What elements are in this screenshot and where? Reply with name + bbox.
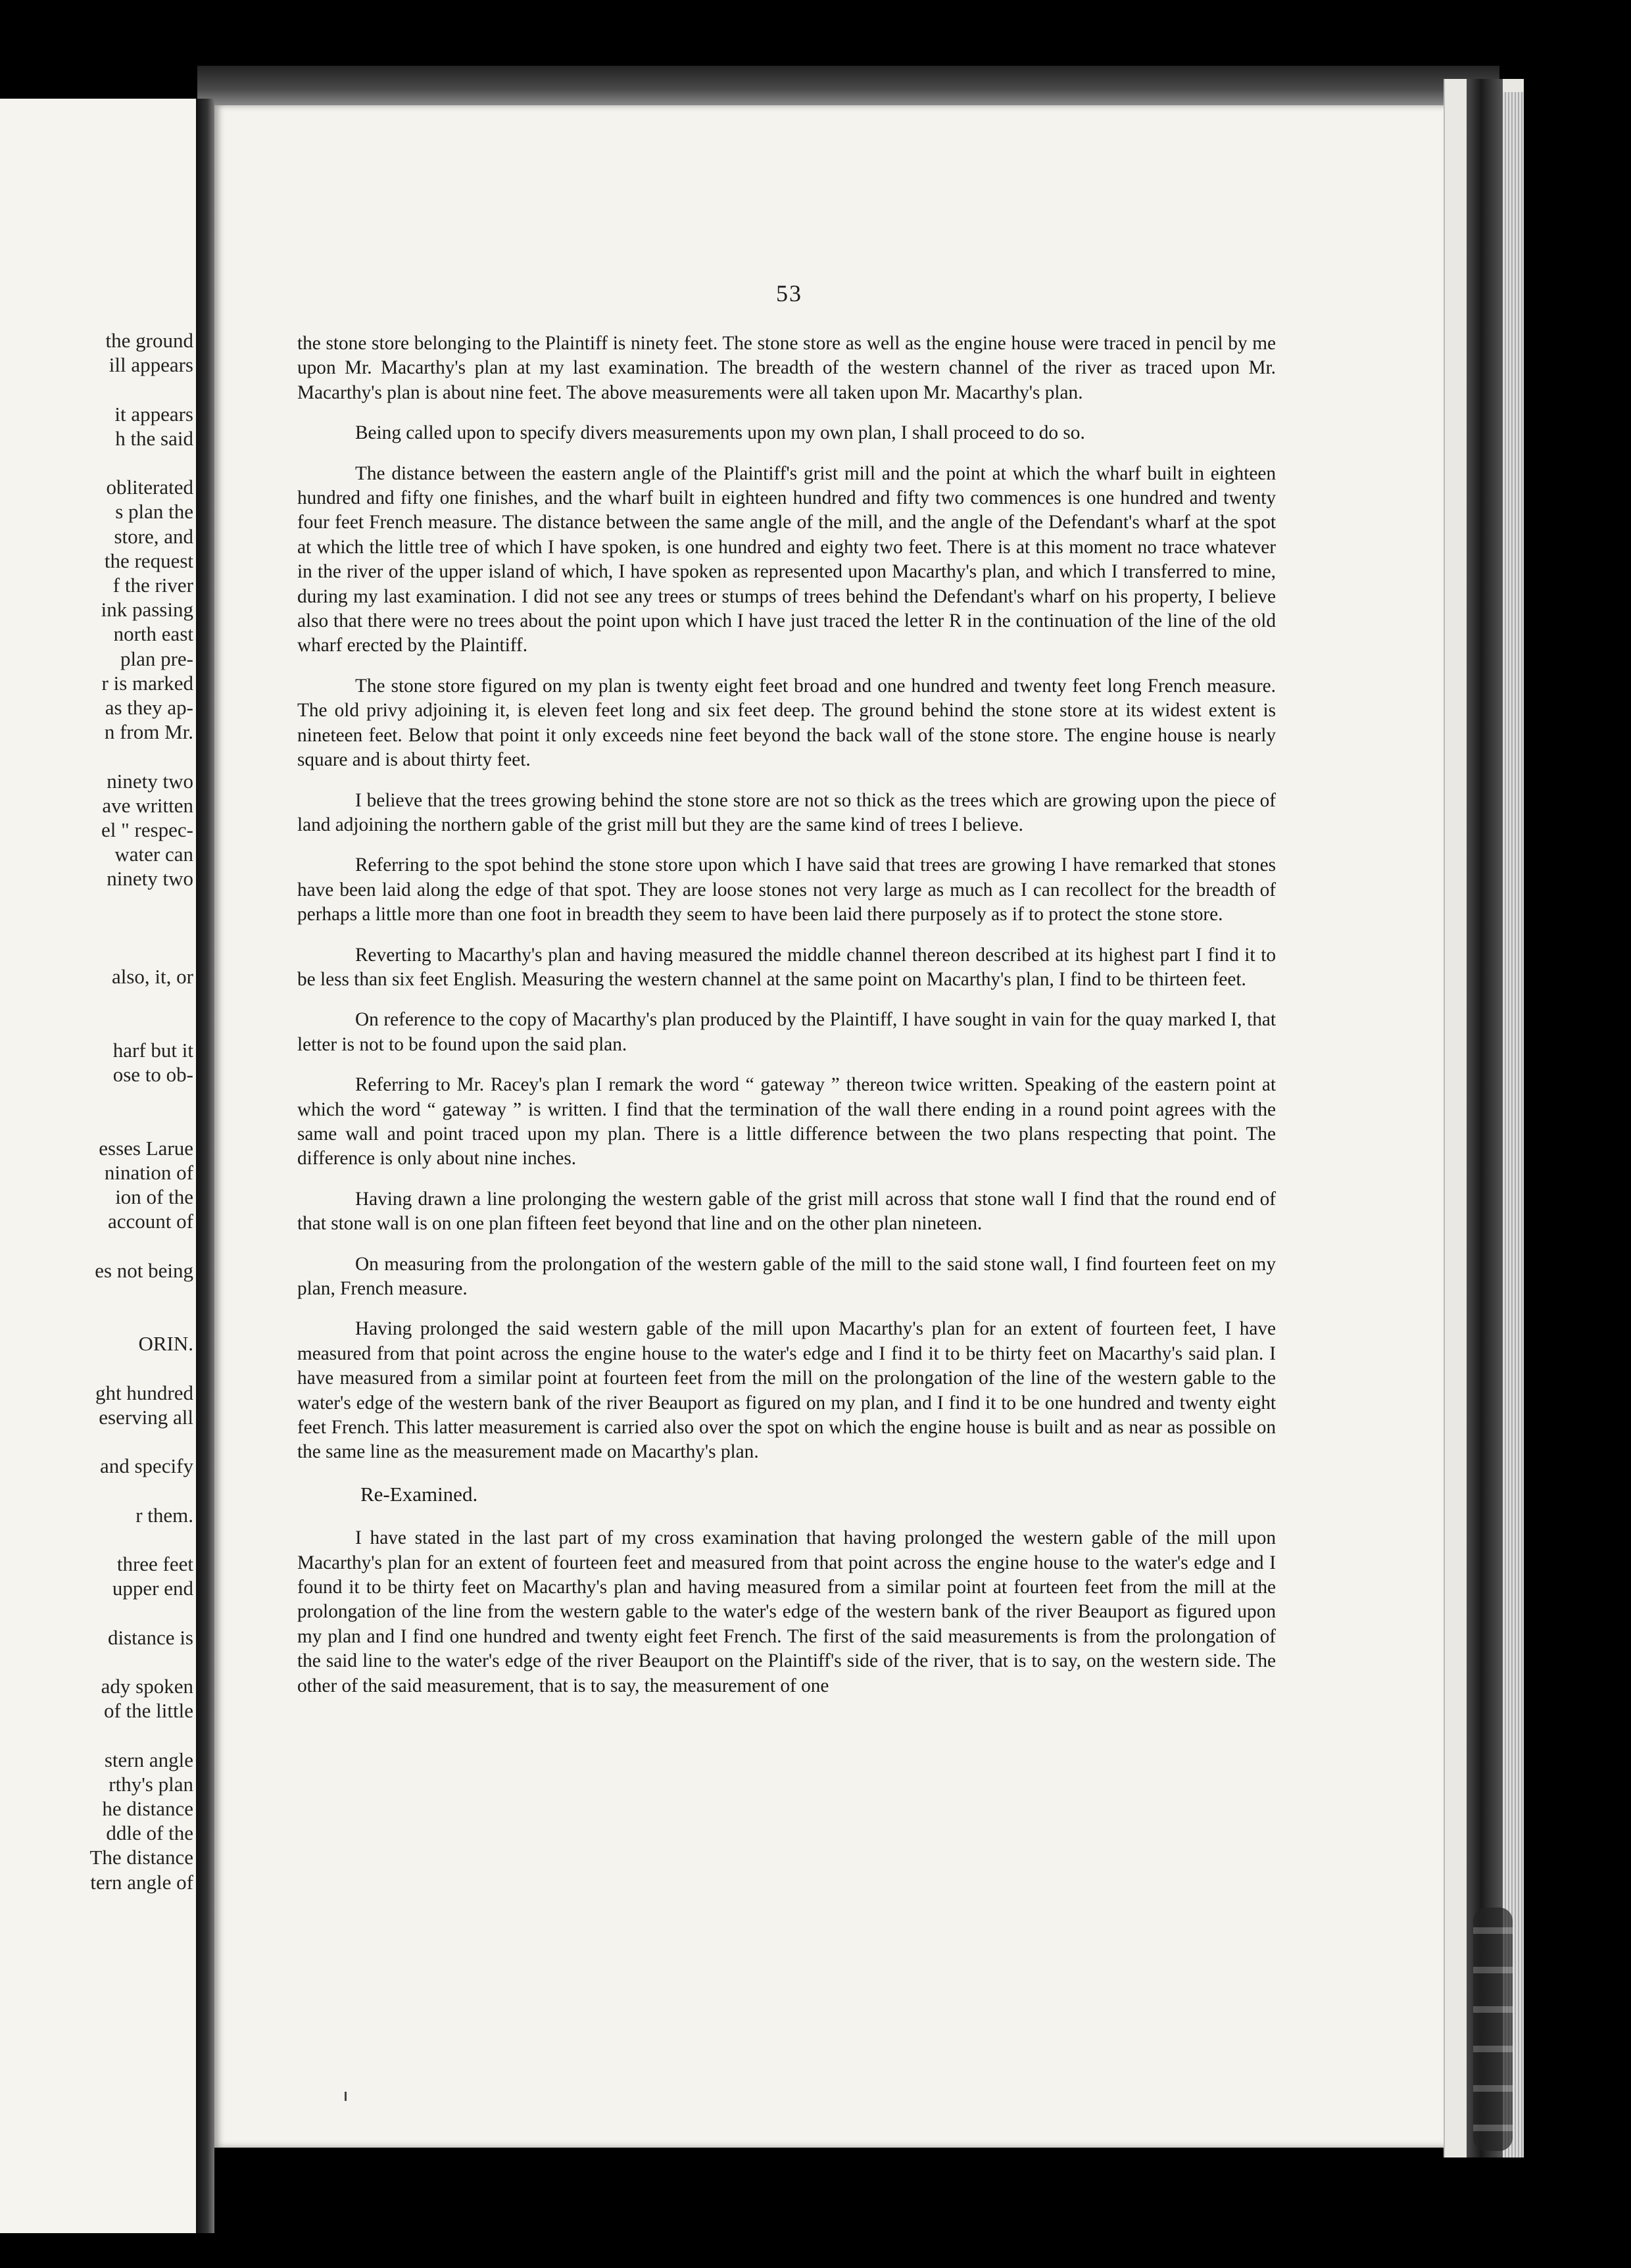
- left-facing-page: [0, 99, 196, 2233]
- left-page-line: obliterated: [106, 476, 193, 499]
- left-page-line: store, and: [114, 524, 193, 548]
- left-page-line: ght hundred: [95, 1381, 193, 1404]
- left-page-line: The distance: [89, 1846, 193, 1869]
- left-page-line: of the little: [103, 1699, 193, 1723]
- paragraph: Referring to Mr. Racey's plan I remark the word “ gateway ” thereon twice written. Speaking of the eastern point at which the word “ gateway ” is written. I find that the termination of the wall there ending in a round point agrees with the same wall and point traced upon my plan. There is a little difference between the two plans respecting that point. The difference is only about nine inches.: [297, 1074, 1276, 1170]
- section-heading: Re-Examined.: [360, 1482, 478, 1506]
- left-page-line: ninety two: [107, 769, 193, 793]
- left-page-line: he distance: [102, 1797, 193, 1820]
- left-page-line: as they ap-: [105, 696, 193, 719]
- left-page-line: tern angle of: [90, 1870, 193, 1894]
- paragraph: Being called upon to specify divers measurements upon my own plan, I shall proceed to do so.: [355, 422, 1085, 444]
- left-page-line: es not being: [95, 1258, 193, 1282]
- stray-ink-mark: [345, 2092, 347, 2101]
- body-text: [297, 332, 1276, 1714]
- left-page-line: harf but it: [112, 1038, 193, 1062]
- left-page-line: account of: [108, 1210, 193, 1233]
- paragraph: The stone store figured on my plan is twenty eight feet broad and one hundred and twenty feet long French measure. The old privy adjoining it, is eleven feet long and six feet deep. The ground behind the stone store at its widest extent is nineteen feet. Below that point it only exceeds nine feet beyond the back wall of the stone store. The engine house is nearly square and is about thirty feet.: [297, 675, 1276, 771]
- left-page-line: stern angle: [104, 1748, 193, 1771]
- paragraph: On reference to the copy of Macarthy's plan produced by the Plaintiff, I have sought in vain for the quay marked I, that letter is not to be found upon the said plan.: [297, 1009, 1276, 1055]
- left-page-line: ORIN.: [138, 1332, 193, 1356]
- left-page-line: upper end: [112, 1577, 193, 1600]
- left-page-line: it appears: [114, 402, 193, 426]
- left-page-line: eserving all: [99, 1405, 193, 1429]
- left-page-line: and specify: [99, 1454, 193, 1478]
- book-gutter: [196, 99, 214, 2233]
- left-page-line: distance is: [108, 1625, 193, 1649]
- left-page-line: the request: [104, 549, 193, 572]
- left-page-line: north east: [113, 622, 193, 646]
- left-page-line: esses Larue: [99, 1136, 193, 1160]
- left-page-line: el " respec-: [101, 818, 193, 841]
- left-page-line: rthy's plan: [109, 1772, 193, 1796]
- book-cover-edge: [1467, 79, 1503, 2157]
- left-page-line: three feet: [116, 1552, 193, 1575]
- left-page-line: ave written: [102, 793, 193, 817]
- left-page-line: r is marked: [101, 671, 193, 695]
- left-page-line: ose to ob-: [112, 1063, 193, 1086]
- paragraph: Having drawn a line prolonging the western gable of the grist mill across that stone wall I find that the round end of that stone wall is on one plan fifteen feet beyond that line and on the other plan nineteen.: [297, 1188, 1276, 1235]
- left-page-line: r them.: [135, 1503, 193, 1527]
- left-page-line: water can: [114, 843, 193, 866]
- page-stack-edges: [1503, 92, 1524, 2157]
- book-top-edge: [197, 66, 1499, 105]
- paragraph: the stone store belonging to the Plaintiff is ninety feet. The stone store as well as the engine house were traced in pencil by me upon Mr. Macarthy's plan at my last examination. The breadth of the western channel of the river as traced upon Mr. Macarthy's plan is about nine feet. The above measurements were all taken upon Mr. Macarthy's plan.: [297, 333, 1276, 403]
- page-number: 53: [776, 280, 802, 307]
- left-page-line: ady spoken: [101, 1675, 193, 1698]
- paragraph: I have stated in the last part of my cross examination that having prolonged the western gable of the mill upon Macarthy's plan for an extent of fourteen feet and measured from that point across the engine house to the water's edge and I found it to be thirty feet on Macarthy's plan and having measured from a similar point at fourteen feet from the mill at the prolongation of the line from the western gable to the water's edge of the western bank of the river Beauport as figured upon my plan and I find one hundred and twenty eight feet French. The first of the said measurements is from the prolongation of the said line to the water's edge of the river Beauport on the Plaintiff's side of the river, that is to say, on the western side. The other of the said measurement, that is to say, the measurement of one: [297, 1527, 1276, 1696]
- paragraph: The distance between the eastern angle of the Plaintiff's grist mill and the point at which the wharf built in eighteen hundred and fifty one finishes, and the wharf built in eighteen hundred and fifty two commences is one hundred and twenty four feet French measure. The distance between the same angle of the mill, and the angle of the Defendant's wharf at the spot at which the little tree of which I have spoken, is one hundred and eighty two feet. There is at this moment no trace whatever in the river of the upper island of which, I have spoken as represented upon Macarthy's plan, and which I transferred to mine, during my last examination. I did not see any trees or stumps of trees behind the Defendant's wharf on his property, I believe also that there were no trees about the point upon which I have just traced the letter R in the continuation of the line of the old wharf erected by the Plaintiff.: [297, 462, 1276, 656]
- left-page-line: the ground: [105, 329, 193, 352]
- paragraph: On measuring from the prolongation of the western gable of the mill to the said stone wall, I find fourteen feet on my plan, French measure.: [297, 1253, 1276, 1299]
- left-page-line: ill appears: [109, 353, 193, 377]
- left-page-line: plan pre-: [120, 647, 193, 670]
- left-page-line: s plan the: [115, 500, 193, 524]
- left-page-line: ddle of the: [106, 1821, 193, 1845]
- binding-ornament: [1473, 1908, 1513, 2151]
- paragraph: Reverting to Macarthy's plan and having measured the middle channel thereon described at its highest part I find it to be less than six feet English. Measuring the western channel at the same point on Macarthy's plan, I find to be thirteen feet.: [297, 944, 1276, 990]
- paragraph: Having prolonged the said western gable of the mill upon Macarthy's plan for an extent of fourteen feet, I have measured from that point across the engine house to the water's edge and I find it to be thirty feet on Macarthy's said plan. I have measured from a similar point at fourteen feet from the mill on the prolongation of the line of the western gable to the water's edge of the western bank of the river Beauport as figured on my plan, and I find it to be one hundred and twenty eight feet French. This latter measurement is carried also over the spot on which the engine house is built and as near as possible on the same line as the measurement made on Macarthy's plan.: [297, 1318, 1276, 1463]
- left-page-line: n from Mr.: [104, 720, 193, 744]
- left-page-line: h the said: [115, 426, 193, 450]
- left-page-line: also, it, or: [112, 965, 193, 989]
- paragraph: I believe that the trees growing behind the stone store are not so thick as the trees which are growing upon the piece of land adjoining the northern gable of the grist mill but they are the same kind of trees I believe.: [297, 789, 1276, 835]
- left-page-line: ninety two: [107, 867, 193, 891]
- left-page-line: ink passing: [101, 598, 193, 622]
- left-page-line: f the river: [112, 574, 193, 597]
- left-page-line: ion of the: [115, 1185, 193, 1208]
- paragraph: Referring to the spot behind the stone store upon which I have said that trees are growing I have remarked that stones have been laid along the edge of that spot. They are loose stones not very large as much as I can recollect for the breadth of perhaps a little more than one foot in breadth they seem to have been laid there purposely as if to protect the stone store.: [297, 854, 1276, 925]
- left-page-line: nination of: [104, 1160, 193, 1184]
